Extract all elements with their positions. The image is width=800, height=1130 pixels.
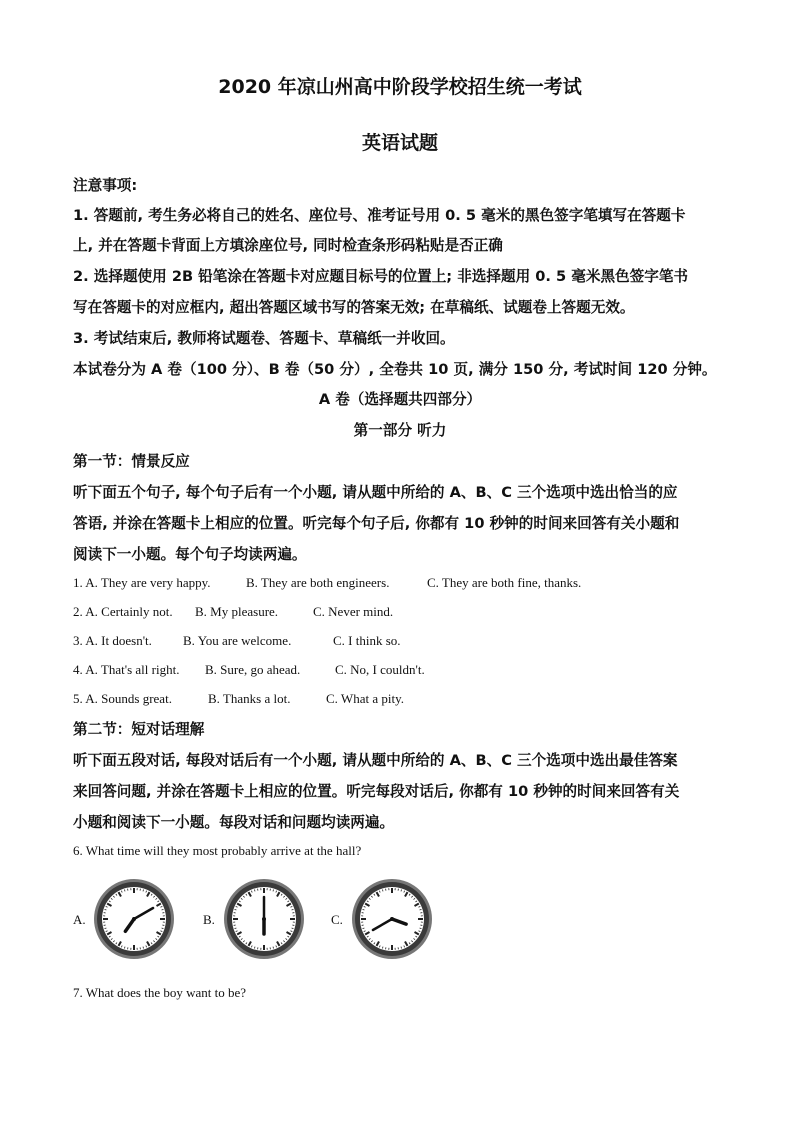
notes-line: 2. 选择题使用 2B 铅笔涂在答题卡对应题目标号的位置上; 非选择题用 0. 5 毫米黑色签字笔书 [73, 268, 689, 285]
q6-option-c-label: C. [331, 912, 343, 927]
notes-line: 本试卷分为 A 卷（100 分）、B 卷（50 分）, 全卷共 10 页, 满分 150 分, 考试时间 120 分钟。 [73, 361, 717, 378]
q7-question: 7. What does the boy want to be? [73, 985, 247, 1000]
q2-option-a: 2. A. Certainly not. [73, 604, 173, 619]
q4-option-a: 4. A. That's all right. [73, 662, 180, 677]
section-2-instruction: 来回答问题, 并涂在答题卡上相应的位置。听完每段对话后, 你都有 10 秒钟的时间来回答有关 [73, 783, 680, 800]
q4-option-c: C. No, I couldn't. [335, 662, 425, 677]
q1-option-b: B. They are both engineers. [246, 575, 390, 590]
notes-line: 上, 并在答题卡背面上方填涂座位号, 同时检查条形码粘贴是否正确 [73, 237, 503, 254]
q5-option-a: 5. A. Sounds great. [73, 691, 172, 706]
section-1-heading: 第一节：情景反应 [73, 453, 190, 470]
q2-option-c: C. Never mind. [313, 604, 394, 619]
q5-option-b: B. Thanks a lot. [208, 691, 291, 706]
q3-option-b: B. You are welcome. [183, 633, 292, 648]
clock-center [390, 917, 394, 921]
q2-option-b: B. My pleasure. [195, 604, 279, 619]
q1-option-c: C. They are both fine, thanks. [427, 575, 582, 590]
notes-heading: 注意事项: [73, 177, 138, 194]
exam-title: 2020 年凉山州高中阶段学校招生统一考试 [218, 76, 582, 98]
notes-line: 写在答题卡的对应框内, 超出答题区域书写的答案无效; 在草稿纸、试题卷上答题无效。 [73, 299, 635, 316]
clock-center [262, 917, 266, 921]
q3-option-a: 3. A. It doesn't. [73, 633, 152, 648]
clock-b-icon [222, 877, 306, 961]
clock-c-icon [350, 877, 434, 961]
q6-option-a-label: A. [73, 912, 86, 927]
q5-option-c: C. What a pity. [326, 691, 404, 706]
q6-question: 6. What time will they most probably arrive at the hall? [73, 843, 362, 858]
part-1-heading: 第一部分 听力 [353, 422, 447, 439]
section-2-heading: 第二节：短对话理解 [73, 721, 205, 738]
notes-line: 3. 考试结束后, 教师将试题卷、答题卡、草稿纸一并收回。 [73, 330, 455, 347]
q3-option-c: C. I think so. [333, 633, 401, 648]
clock-center [132, 917, 136, 921]
section-2-instruction: 听下面五段对话, 每段对话后有一个小题, 请从题中所给的 A、B、C 三个选项中选出最佳答案 [73, 752, 678, 769]
q6-option-b-label: B. [203, 912, 215, 927]
q1-option-a: 1. A. They are very happy. [73, 575, 211, 590]
clock-a-icon [92, 877, 176, 961]
section-1-instruction: 阅读下一小题。每个句子均读两遍。 [73, 546, 307, 563]
section-1-instruction: 答语, 并涂在答题卡上相应的位置。听完每个句子后, 你都有 10 秒钟的时间来回答有关小题和 [73, 515, 680, 532]
part-a-heading: A 卷（选择题共四部分） [318, 391, 482, 408]
exam-subtitle: 英语试题 [361, 132, 438, 154]
section-2-instruction: 小题和阅读下一小题。每段对话和问题均读两遍。 [73, 814, 395, 831]
notes-line: 1. 答题前, 考生务必将自己的姓名、座位号、准考证号用 0. 5 毫米的黑色签字笔填写在答题卡 [73, 207, 686, 224]
section-1-instruction: 听下面五个句子, 每个句子后有一个小题, 请从题中所给的 A、B、C 三个选项中选出恰当的应 [73, 484, 678, 501]
q4-option-b: B. Sure, go ahead. [205, 662, 301, 677]
